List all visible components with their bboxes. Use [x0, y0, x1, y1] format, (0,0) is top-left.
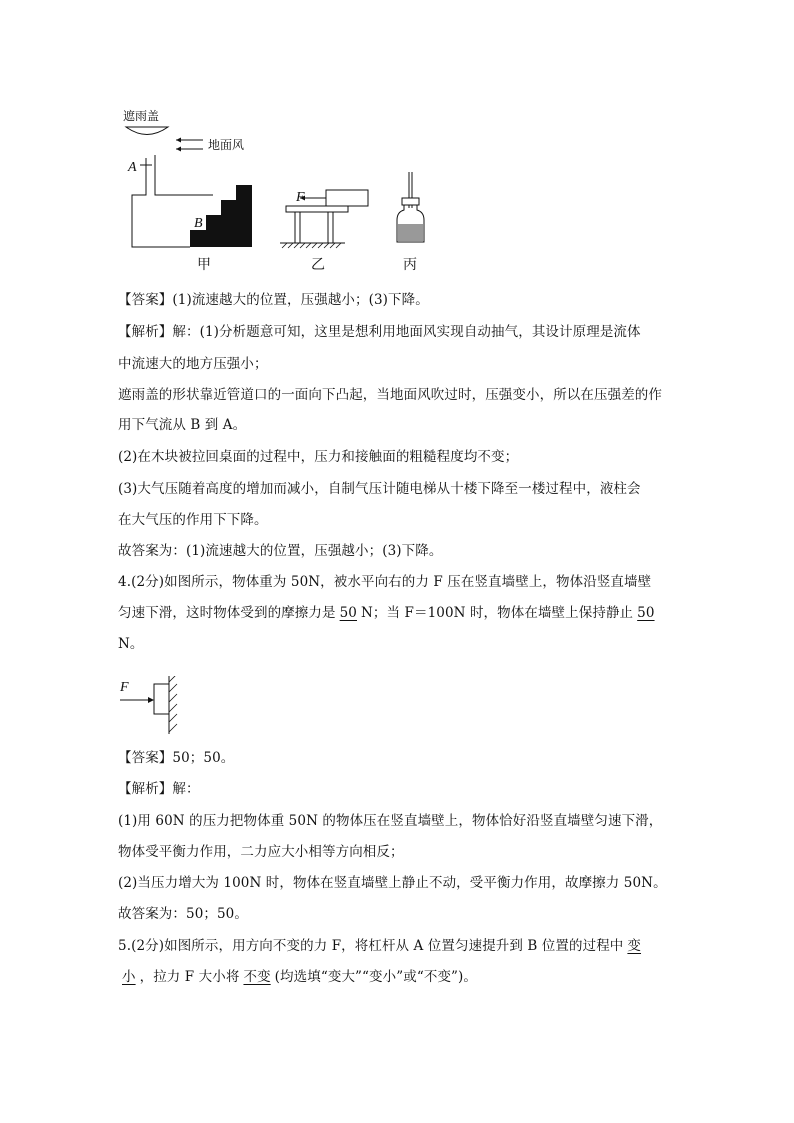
q5-stem-line-2: 小 ，拉力 F 大小将 不变 (均选填“变大”“变小”或“不变”)。 [118, 967, 477, 987]
q5-blank-1-part2: 小 [122, 969, 136, 985]
q3-analysis-line-7: 在大气压的作用下下降。 [118, 512, 268, 528]
q3-analysis-line-2: 中流速大的地方压强小； [118, 356, 268, 372]
table-leg-right [328, 212, 333, 243]
q4-answer-line [118, 748, 234, 768]
table-leg-left [295, 212, 300, 243]
q4-stem-line-2: 匀速下滑，这时物体受到的摩擦力是 50 N；当 F＝100N 时，物体在墙壁上保持静止 50 [118, 603, 659, 623]
q4-analysis-line-2: 物体受平衡力作用，二力应大小相等方向相反； [118, 844, 404, 860]
caption-bing: 丙 [403, 257, 417, 273]
point-b-label: B [194, 216, 203, 231]
analysis-text: 解：(1)分析题意可知，这里是想利用地面风实现自动抽气，其设计原理是流体 [172, 324, 641, 340]
answer-tag: 【答案】 [118, 750, 173, 766]
q4-stem-line-3: N。 [118, 636, 144, 652]
q4-analysis-line-1: (1)用 60N 的压力把物体重 50N 的物体压在竖直墙壁上，物体恰好沿竖直墙壁匀速下滑， [118, 813, 663, 829]
ground-hatch [282, 243, 341, 248]
caption-jia: 甲 [197, 257, 211, 273]
q3-analysis-line-1 [118, 322, 641, 342]
q4-blank-1: 50 [339, 605, 357, 621]
q3-conclusion: 故答案为：(1)流速越大的位置，压强越小；(3)下降。 [118, 543, 443, 559]
bottle-stopper [402, 198, 419, 205]
pipe-outline-left [132, 158, 190, 247]
wind-label: 地面风 [208, 138, 245, 152]
force-f-label: F [120, 680, 129, 695]
object-block [154, 684, 169, 714]
caption-yi: 乙 [311, 257, 325, 273]
answer-tag: 【答案】 [118, 292, 173, 308]
wall-hatch [169, 676, 177, 732]
q3-analysis-line-3: 遮雨盖的形状靠近管道口的一面向下凸起，当地面风吹过时，压强变小，所以在压强差的作 [118, 387, 662, 403]
analysis-tag: 【解析】 [118, 781, 173, 797]
force-f-label: F [296, 190, 305, 205]
q4-analysis-head: 【解析】解： [118, 781, 200, 797]
wall-force-figure [118, 676, 198, 740]
umbrella-label: 遮雨盖 [123, 109, 160, 123]
q5-blank-1-part1: 变 [627, 938, 642, 954]
q3-analysis-line-4: 用下气流从 B 到 A。 [118, 417, 247, 433]
physics-figure-jia-yi-bing [118, 100, 458, 275]
q4-stem-line-1: 4.(2分)如图所示，物体重为 50N，被水平向右的力 F 压在竖直墙壁上，物体沿竖直墙壁 [118, 574, 652, 590]
q5-blank-2: 不变 [243, 969, 271, 985]
answer-text: 50；50。 [172, 750, 235, 766]
q4-analysis-line-3: (2)当压力增大为 100N 时，物体在竖直墙壁上静止不动，受平衡力作用，故摩擦力 50N。 [118, 875, 667, 891]
q4-blank-2: 50 [637, 605, 655, 621]
bottle-liquid [398, 224, 423, 241]
table-top [286, 206, 348, 212]
q4-conclusion: 故答案为：50；50。 [118, 906, 248, 922]
wood-block [326, 190, 368, 206]
answer-text: (1)流速越大的位置，压强越小；(3)下降。 [172, 292, 429, 308]
point-a-label: A [128, 160, 137, 175]
q3-answer-line [118, 290, 429, 310]
q3-analysis-line-6: (3)大气压随着高度的增加而减小，自制气压计随电梯从十楼下降至一楼过程中，液柱会 [118, 481, 641, 497]
pipe-outline-right [155, 155, 213, 195]
umbrella-shape [126, 127, 168, 135]
analysis-tag: 【解析】 [118, 324, 173, 340]
q5-stem-line-1: 5.(2分)如图所示，用方向不变的力 F，将杠杆从 A 位置匀速提升到 B 位置的过程中 变 [118, 936, 645, 956]
q3-analysis-line-5: (2)在木块被拉回桌面的过程中，压力和接触面的粗糙程度均不变； [118, 449, 519, 465]
